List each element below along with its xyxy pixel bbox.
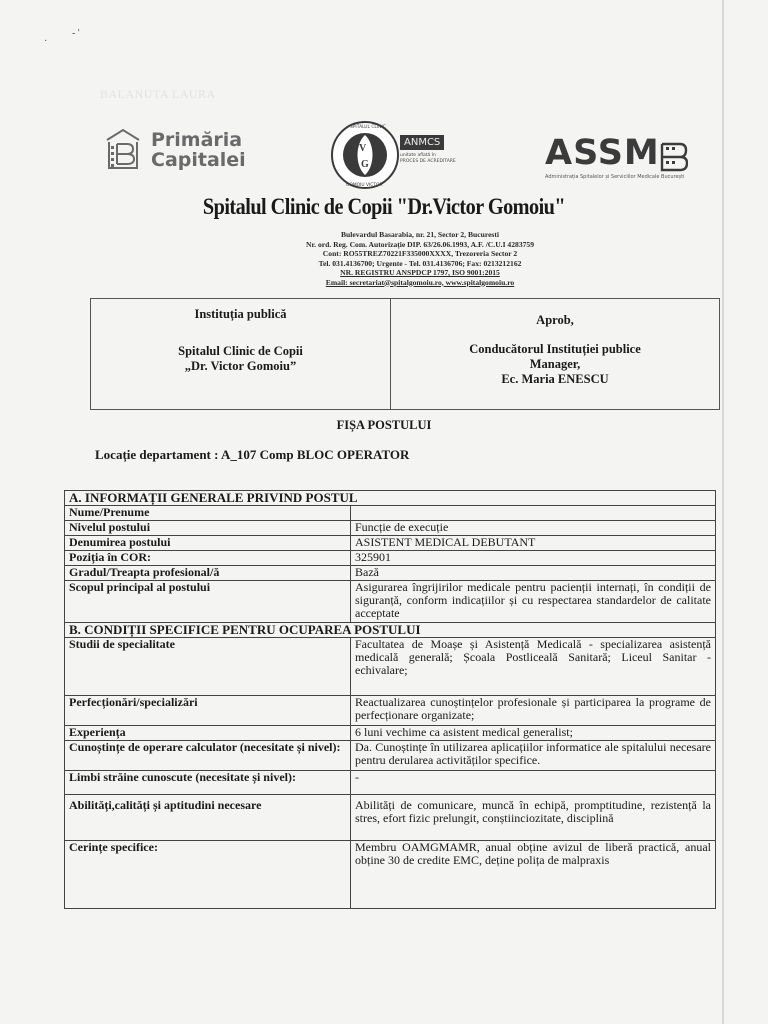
row-label: Limbi străine cunoscute (necesitate și nivel): [65, 771, 351, 795]
corner-marks: - ' [72, 28, 80, 39]
row-value: Abilități de comunicare, muncă în echipă, promptitudine, rezistență la stres, efort fizic prelungit, conștiinciozitate, disciplină [351, 795, 716, 841]
approval-line1: Conducătorul Instituției publice [469, 342, 641, 356]
svg-text:G: G [361, 159, 369, 170]
address-line5: NR. REGISTRU ANSPDCP 1797, ISO 9001:2015 [340, 268, 500, 277]
row-label: Perfecționări/specializări [65, 696, 351, 726]
row-label: Poziția în COR: [65, 551, 351, 566]
anmcs-sub2: PROCES DE ACREDITARE [400, 159, 456, 164]
row-value: Membru OAMGMAMR, anual obține avizul de liberă practică, anual obține 30 de credite EMC, deține polița de malpraxis [351, 841, 716, 909]
institution-name-line2: „Dr. Victor Gomoiu” [184, 359, 297, 373]
approval-line3: Ec. Maria ENESCU [501, 372, 609, 386]
assmb-logo [545, 134, 725, 184]
row-label: Abilități,calități și aptitudini necesare [65, 795, 351, 841]
anmcs-label: ANMCS [400, 135, 444, 150]
row-value: 6 luni vechime ca asistent medical generalist; [351, 726, 716, 741]
institution-name-line1: Spitalul Clinic de Copii [178, 344, 303, 358]
section-b-title: B. CONDIȚII SPECIFICE PENTRU OCUPAREA POSTULUI [65, 623, 716, 638]
document-title: FIȘA POSTULUI [336, 418, 432, 432]
approval-heading: Aprob, [536, 313, 574, 327]
svg-text:GOMOIU VICTOR: GOMOIU VICTOR [346, 183, 383, 188]
assmb-label: ASSM [545, 133, 660, 173]
row-value: - [351, 771, 716, 795]
row-value [351, 506, 716, 521]
row-value: Reactualizarea cunoștințelor profesionale și participarea la programe de perfecționare organizate; [351, 696, 716, 726]
primaria-line2: Capitalei [151, 149, 246, 171]
assmb-sub: Administrația Spitalelor și Serviciilor Medicale București [545, 174, 685, 180]
institution-left-cell [91, 299, 391, 409]
row-label: Nume/Prenume [65, 506, 351, 521]
svg-text:V: V [359, 143, 367, 154]
assmb-emblem-icon [660, 138, 688, 172]
address-email: Email: secretariat@spitalgomoiu.ro, www.spitalgomoiu.ro [325, 277, 515, 287]
row-label: Studii de specialitate [65, 638, 351, 696]
row-label: Scopul principal al postului [65, 581, 351, 623]
institution-heading: Instituția publică [194, 307, 287, 321]
primaria-logo [103, 128, 263, 174]
row-label: Denumirea postului [65, 536, 351, 551]
primaria-line1: Primăria [151, 129, 243, 151]
anmcs-logo [400, 132, 460, 180]
hospital-title: Spitalul Clinic de Copii "Dr.Victor Gomoiu" [202, 194, 566, 219]
ghost-name: BALANUTA LAURA [100, 87, 216, 101]
row-label: Cerințe specifice: [65, 841, 351, 909]
row-value: Bază [351, 566, 716, 581]
corner-dot: · [44, 36, 48, 47]
department-location: Locație departament : A_107 Comp BLOC OPERATOR [95, 447, 410, 462]
row-value: ASISTENT MEDICAL DEBUTANT [351, 536, 716, 551]
primaria-emblem-icon [103, 128, 143, 172]
address-line3: Cont: RO55TREZ70221F335000XXXX, Trezoreria Sector 2 [322, 249, 518, 258]
svg-text:SPITALUL CLINIC: SPITALUL CLINIC [350, 125, 386, 130]
row-label: Cunoștințe de operare calculator (necesitate și nivel): [65, 741, 351, 771]
approval-cell [391, 299, 719, 409]
address-line2: Nr. ord. Reg. Com. Autorizație DIP. 63/26.06.1993, A.F. /C.U.I 4283759 [305, 239, 535, 249]
address-line4: Tel. 031.4136700; Urgente - Tel. 031.4136706; Fax: 0213212162 [318, 258, 522, 268]
hospital-seal-logo [330, 120, 400, 190]
anmcs-sub1: unitate aflată în [400, 153, 436, 158]
row-label: Gradul/Treapta profesional/ă [65, 566, 351, 581]
row-label: Nivelul postului [65, 521, 351, 536]
address-line1: Bulevardul Basarabia, nr. 21, Sector 2, Bucuresti [340, 230, 500, 239]
section-a-title: A. INFORMAȚII GENERALE PRIVIND POSTUL [65, 491, 716, 506]
seal-icon [330, 120, 400, 190]
approval-line2: Manager, [529, 357, 581, 371]
row-value: Asigurarea îngrijirilor medicale pentru pacienții internați, în condiții de siguranță, conform indicațiilor și cu respectarea standardelor de calitate acceptate [351, 581, 716, 623]
hospital-address [250, 230, 590, 287]
row-value: 325901 [351, 551, 716, 566]
job-description-table [64, 490, 716, 909]
row-label: Experiența [65, 726, 351, 741]
institution-box [90, 298, 720, 410]
row-value: Facultatea de Moașe și Asistență Medicală - specializarea asistență medicală generală; Școala Postliceală Sanitară; Liceul Sanitar - echivalare; [351, 638, 716, 696]
row-value: Funcție de execuție [351, 521, 716, 536]
row-value: Da. Cunoștințe în utilizarea aplicațiilor informatice ale spitalului necesare pentru derularea activităților specifice. [351, 741, 716, 771]
